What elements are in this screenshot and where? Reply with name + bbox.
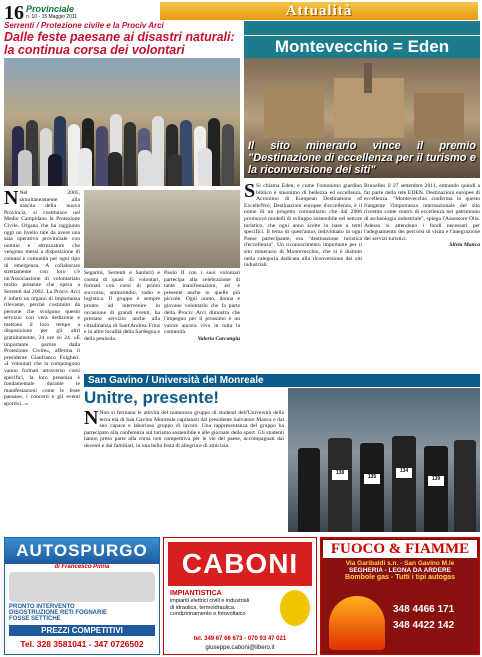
tanker-truck-image bbox=[9, 572, 155, 602]
right-article-col1-text: Si chiama Eden, e come l'omonimo giardino biblico è sinonimo di bellezza ed eccellenza. Acronimo di European Destinations of ExcelleNce, Destinazioni europee d'eccellenza, è il nome di un progetto comunitario che dal 2006 promuove modelli di sviluppo sostenibile nel settore turistico, che ogni anno scelte in base a temi specifici. Il tema di quest'anno, individuato in ogni Paese partecipante, era "destinazione turistica d'eccellenza". Un riconoscimento importante per il sito minerario di Montevecchio, che si è distinto nella categoria dedicata alla riconversione dei siti industriali. bbox=[244, 183, 362, 269]
right-article-title: Montevecchio = Eden bbox=[244, 36, 480, 58]
right-article-band bbox=[244, 21, 480, 35]
left-article-column-2: Segarini, Serrenti e Sanluri) e consta di quasi 45 volontari, formati con corsi di primo soccorso, antincendio, radio e logistica. Il gruppo è sempre pronto ad intervenire in occasione di grandi eventi, ha prestato servizio anche alla cittadinanza di Sant'Andrea Frius e in altre località della Sardegna e della penisola. bbox=[84, 270, 160, 342]
lightbulb-icon bbox=[280, 590, 310, 626]
caboni-phone: tel. 349 67 66 673 - 070 93 47 021 bbox=[193, 636, 287, 642]
dateline: n. 10 - 15 Maggio 2011 bbox=[26, 14, 78, 20]
drop-cap: N bbox=[4, 190, 19, 209]
middle-article-kicker: San Gavino / Università del Monreale bbox=[84, 374, 480, 387]
runner-bib: 139 bbox=[428, 476, 444, 486]
fuoco-name: FUOCO & FIAMME bbox=[323, 540, 477, 558]
caboni-name: CABONI bbox=[168, 542, 312, 586]
volunteers-photo-2 bbox=[84, 190, 240, 268]
runner-bib: 138 bbox=[332, 470, 348, 480]
drop-cap: S bbox=[244, 183, 256, 202]
volunteers-group-photo bbox=[4, 58, 240, 186]
flame-icon bbox=[329, 596, 385, 650]
left-article-column-3 bbox=[164, 270, 240, 370]
fuoco-line3: Bombole gas - Tutti i tipi autogas bbox=[345, 574, 455, 581]
autospurgo-banner: PREZZI COMPETITIVI bbox=[9, 625, 155, 636]
autospurgo-name: AUTOSPURGO bbox=[5, 538, 159, 564]
left-article-title: Dalle feste paesane ai disastri naturali: la continua corsa dei volontari bbox=[4, 30, 235, 57]
autospurgo-line2: DISOSTRUZIONE RETI FOGNARIE bbox=[9, 610, 108, 616]
fuoco-fiamme-ad[interactable] bbox=[320, 537, 480, 655]
caboni-ad[interactable] bbox=[163, 537, 317, 655]
right-article-column-2 bbox=[364, 183, 480, 355]
right-article-photo-title: Il sito minerario vince il premio "Destinazione di eccellenza per il turismo e la riconversione dei siti" bbox=[248, 140, 476, 176]
page-number: 16 bbox=[4, 2, 24, 24]
fuoco-line2: SEGHERIA - LEGNA DA ARDERE bbox=[349, 567, 451, 574]
autospurgo-owner: di Francesco Pinna bbox=[54, 564, 110, 570]
right-article-signature: Silvia Manca bbox=[449, 242, 480, 249]
section-title: Attualità bbox=[160, 2, 478, 20]
runners-photo bbox=[288, 388, 480, 532]
runner-bib: 134 bbox=[396, 468, 412, 478]
drop-cap: N bbox=[84, 410, 99, 429]
autospurgo-line1: PRONTO INTERVENTO bbox=[9, 604, 75, 610]
left-article-kicker: Serrenti / Protezione civile e la Prociv Arci bbox=[4, 21, 164, 30]
brand-logo: Provinciale bbox=[26, 4, 75, 14]
right-article-col2-text: Bruxelles il 27 settembre 2011, entrando quindi a far parte della rete EDEN. Destinazioni europee di eccellenza. "Montevecchio conferma in questo frangente l'importanza internazionale del sito rivestito come centro di eccellenza nel patrimonio di archeologia industriale", spiega l'Assessore Olla. Adesso si attendono i fondi necessari per l'adeguamento dei percorsi di visita e l'integrazione dei servizi turistici. bbox=[364, 183, 480, 242]
caboni-line2: di idraulica, termoidraulica, condizionamento e fotovoltaico bbox=[170, 605, 246, 617]
fuoco-phone2: 348 4422 142 bbox=[393, 620, 455, 631]
middle-article-title: Unitre, presente! bbox=[84, 388, 220, 407]
left-article-col1-text: Nel 2005, simultaneamente alla nascita della nuova Provincia, si costituisce nel Medio Campidano la Protezione Civile. Organo che ha raggiunto oggi un livello tale da avere una sala operativa provinciale con uomini e attrezzature che vengono messi a disposizione di comuni e comunità per ogni tipo di emergenza. A collaborare strettamente con loro c'è un'Associazione di volontariato molto presente che opera a Serrenti dal 2002. La Prociv Arci è infatti un organo di importanza rilevante, perché costituito da persone che svolgono questo servizio con vera dedizione e mettono il loro tempo a disposizione per gli altri gratuitamente, 24 ore su 24. «È importante partire dalla Protezione Civile», afferma il presidente Gianfranco Fulgheri. «I volontari che la compongono vanno formati attraverso corsi specifici, la loro presenza è fondamentale durante le manifestazioni come le feste paesane, i concerti e gli eventi sportivi...» bbox=[4, 190, 80, 407]
middle-article-text bbox=[84, 410, 284, 532]
autospurgo-phone: Tel. 328 3581041 - 347 0726502 bbox=[20, 639, 144, 649]
caboni-sub: IMPIANTISTICA bbox=[170, 590, 222, 597]
left-article-col3-text: Paolo II con i suoi volontari partecipa alla celebrazione di tante manifestazioni, ed è presente anche in quelle più piccole. Ogni uomo, donna e giovane volontario che fa parte della Prociv Arci dimostra che l'impegno per il prossimo è un valore ancora vivo in tutta la comunità. bbox=[164, 270, 240, 336]
caboni-email: giuseppe.caboni@libero.it bbox=[205, 645, 275, 651]
middle-article-body: Non si fermano le attività del numeroso gruppo di studenti dell'Università della terza età di San Gavino Monreale capitanati dal presidente Salvatore Manca e dal suo capace e laborioso gruppo di lavoro. Una rappresentanza del gruppo ha partecipato alla conferenza sul turismo sostenibile e alle giornate dello sport. Gli studenti hanno preso parte alla corsa non competitiva per le vie del paese, accompagnati dai docenti e dai familiari, in una bella festa di allegria e di amicizia. bbox=[84, 410, 284, 449]
autospurgo-line3: FOSSE SETTICHE bbox=[9, 616, 61, 622]
runner-bib: 135 bbox=[364, 474, 380, 484]
fuoco-line1: Via Garibaldi s.n. - San Gavino M.le bbox=[345, 560, 455, 567]
right-article-column-1 bbox=[244, 183, 362, 355]
autospurgo-ad[interactable] bbox=[4, 537, 160, 655]
left-article-column-1 bbox=[4, 190, 80, 532]
caboni-line1: impianti elettrici civili e industriali bbox=[170, 598, 250, 604]
fuoco-phone1: 348 4466 171 bbox=[393, 604, 455, 615]
left-article-signature: Valeria Carcangiu bbox=[197, 335, 240, 342]
